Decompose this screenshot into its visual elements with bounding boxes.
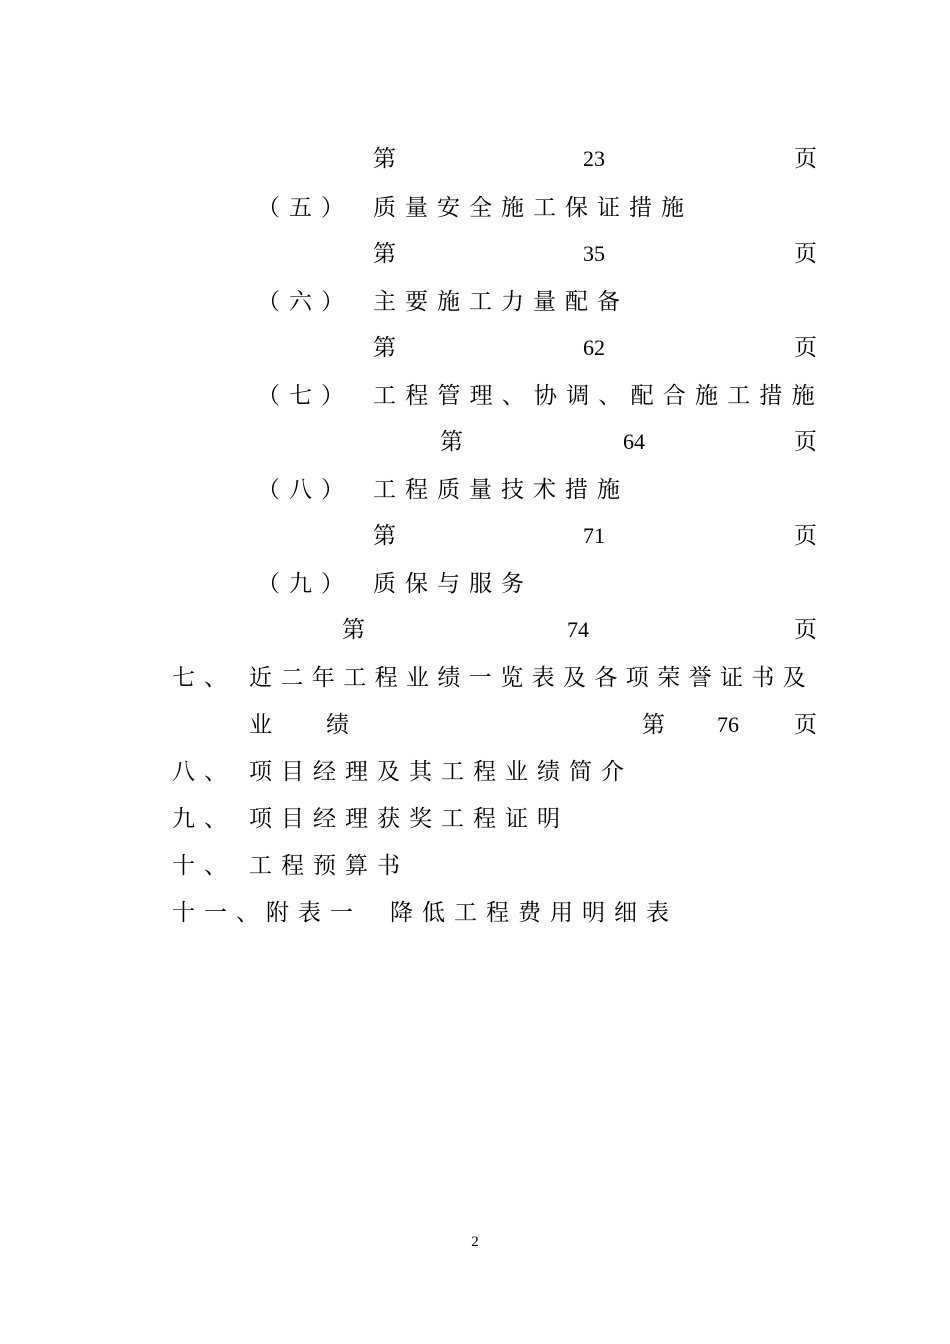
toc-page-number: 62 [583, 335, 605, 360]
toc-marker: （九） [257, 571, 353, 597]
toc-di-label: 第 [440, 429, 463, 455]
toc-di-label: 第 [642, 712, 665, 738]
toc-title: 降低工程费用明细表 [390, 900, 678, 926]
toc-marker: 八、 [172, 759, 236, 785]
toc-page-number: 71 [583, 523, 605, 548]
toc-marker: 七、 [172, 665, 236, 691]
toc-page-number: 35 [583, 241, 605, 266]
toc-page-number: 74 [567, 617, 589, 642]
toc-marker: （七） [257, 383, 353, 409]
toc-ye-label: 页 [794, 146, 817, 172]
toc-ye-label: 页 [794, 617, 817, 643]
toc-title: 质保与服务 [373, 571, 533, 597]
toc-di-label: 第 [373, 335, 396, 361]
toc-di-label: 第 [373, 241, 396, 267]
page-number: 2 [471, 1234, 479, 1250]
toc-di-label: 第 [373, 523, 396, 549]
toc-ye-label: 页 [794, 241, 817, 267]
toc-di-label: 第 [342, 617, 365, 643]
toc-ye-label: 页 [794, 429, 817, 455]
toc-marker: （六） [257, 289, 353, 315]
toc-title: 项目经理获奖工程证明 [249, 806, 569, 832]
toc-ye-label: 页 [794, 523, 817, 549]
toc-di-label: 第 [373, 146, 396, 172]
toc-marker: （五） [257, 195, 353, 221]
toc-marker: （八） [257, 477, 353, 503]
toc-title: 工程质量技术措施 [373, 477, 629, 503]
toc-title: 项目经理及其工程业绩简介 [249, 759, 633, 785]
toc-marker: 九、 [172, 806, 236, 832]
toc-title: 近二年工程业绩一览表及各项荣誉证书及 [249, 665, 815, 691]
toc-marker: 十、 [172, 853, 236, 879]
toc-title: 质量安全施工保证措施 [373, 195, 693, 221]
toc-title-continuation: 绩 [326, 712, 349, 738]
toc-page-number: 64 [623, 429, 645, 454]
toc-title: 主要施工力量配备 [373, 289, 629, 315]
toc-title-continuation: 业 [249, 712, 272, 738]
toc-title: 工程预算书 [249, 853, 409, 879]
toc-marker: 十一、 [172, 900, 268, 926]
toc-title: 工程管理、协调、配合施工措施 [373, 383, 824, 409]
toc-ye-label: 页 [794, 712, 817, 738]
toc-page-number: 76 [717, 712, 739, 737]
toc-page-number: 23 [583, 146, 605, 171]
toc-ye-label: 页 [794, 335, 817, 361]
toc-title: 附表一 [266, 900, 362, 926]
